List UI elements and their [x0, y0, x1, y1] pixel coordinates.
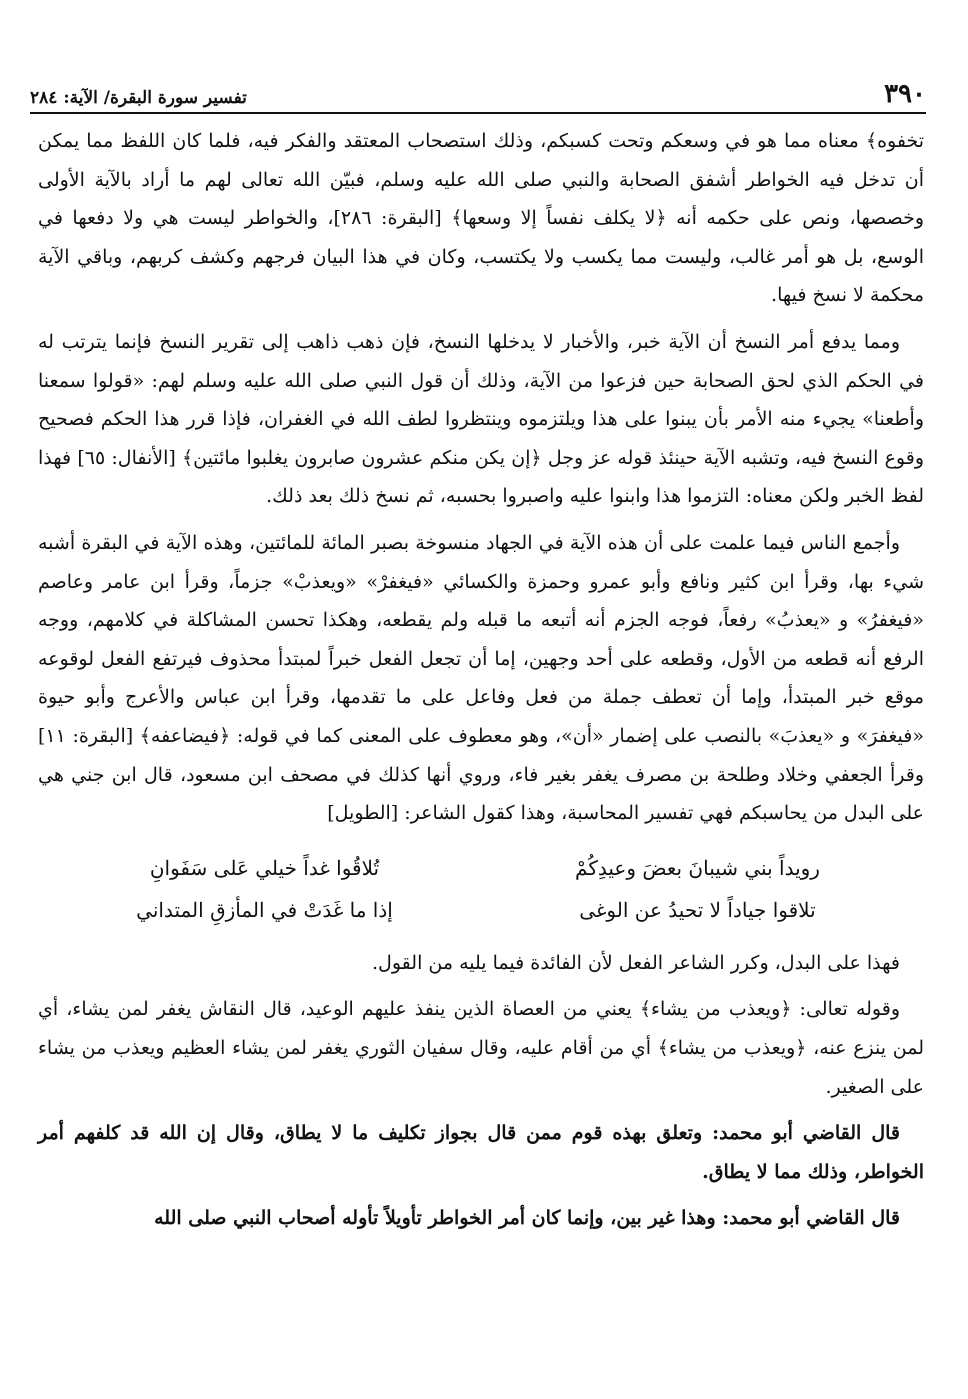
verse-line [78, 891, 884, 930]
running-title: تفسير سورة البقرة/ الآية: ٢٨٤ [30, 88, 247, 108]
paragraph: قال القاضي أبو محمد: وهذا غير بين، وإنما كان أمر الخواطر تأويلاً تأوله أصحاب النبي صلى الله [154, 1207, 900, 1230]
verse-hemistich: إذا ما غَدَتْ في المأزقِ المتداني [136, 898, 393, 923]
poetry-verse [38, 849, 924, 930]
paragraph: وأجمع الناس فيما علمت على أن هذه الآية في الجهاد منسوخة بصبر المائة للمائتين، وهذه الآية في البقرة أشبه شيء بها، وقرأ ابن كثير ونافع وأبو عمرو وحمزة والكسائي «فيغفرْ» «ويعذبْ» جزماً، وقرأ ابن عامر وعاصم «فيغفرُ» و «يعذبُ» رفعاً، فوجه الجزم أنه أتبعه ما قبله ولم يقطعه، وهكذا تحسن المشاكلة في كلامهم، ووجه الرفع أنه قطعه من الأول، وقطعه على أحد وجهين، إما أن تجعل الفعل خبراً لمبتدأ محذوف فيرتفع الفعل لوقوعه موقع خبر المبتدأ، وإما أن تعطف جملة من فعل وفاعل على ما تقدمها، وقرأ ابن عباس والأعرج وأبو حيوة «فيغفرَ» و «يعذبَ» بالنصب على إضمار «أن»، وهو معطوف على المعنى كما في قوله: ﴿فيضاعفه﴾ [البقرة: ١١] وقرأ الجعفي وخلاد وطلحة بن مصرف يغفر بغير فاء، وروي أنها كذلك في مصحف ابن مسعود، قال ابن جني هي على البدل من يحاسبكم فهي تفسير المحاسبة، وهذا كقول الشاعر: [الطويل] [38, 531, 924, 825]
page-header [30, 72, 926, 114]
paragraph: قال القاضي أبو محمد: وتعلق بهذه قوم ممن قال بجواز تكليف ما لا يطاق، وقال إن الله قد كلفهم أمر الخواطر، وذلك مما لا يطاق. [38, 1122, 924, 1183]
page-body [38, 122, 924, 1246]
page-number: ٣٩٠ [884, 79, 926, 109]
verse-line [78, 849, 884, 888]
paragraph: ومما يدفع أمر النسخ أن الآية خبر، والأخبار لا يدخلها النسخ، فإن ذهب ذاهب إلى تقرير النسخ فإنما يترتب له في الحكم الذي لحق الصحابة حين فزعوا من الآية، وذلك أن قول النبي صلى الله عليه وسلم لهم: «قولوا سمعنا وأطعنا» يجيء منه الأمر بأن يبنوا على هذا ويلتزموه وينتظروا لطف الله في الغفران، فإذا قرر هذا الحكم فصحيح وقوع النسخ فيه، وتشبه الآية حينئذ قوله عز وجل ﴿إن يكن منكم عشرون صابرون يغلبوا مائتين﴾ [الأنفال: ٦٥] فهذا لفظ الخبر ولكن معناه: التزموا هذا وابنوا عليه واصبروا بحسبه، ثم نسخ ذلك بعد ذلك. [38, 330, 924, 508]
verse-hemistich: تُلاقُوا غداً خيلي عَلى سَفَوانِ [149, 855, 380, 880]
paragraph: تخفوه﴾ معناه مما هو في وسعكم وتحت كسبكم، وذلك استصحاب المعتقد والفكر فيه، فلما كان اللفظ مما يمكن أن تدخل فيه الخواطر أشفق الصحابة والنبي صلى الله عليه وسلم، فبيّن الله تعالى لهم ما أراد بالآية الأولى وخصصها، ونص على حكمه أنه ﴿لا يكلف نفساً إلا وسعها﴾ [البقرة: ٢٨٦]، والخواطر ليست هي ولا دفعها في الوسع، بل هو أمر غالب، وليست مما يكسب ولا يكتسب، وكان في هذا البيان فرجهم وكشف كربهم، وباقي الآية محكمة لا نسخ فيها. [38, 130, 925, 307]
verse-hemistich: رويداً بني شيبانَ بعضَ وعيدِكُمْ [575, 855, 820, 880]
verse-hemistich: تلاقوا جياداً لا تحيدُ عن الوغى [579, 898, 816, 923]
paragraph: وقوله تعالى: ﴿ويعذب من يشاء﴾ يعني من العصاة الذين ينفذ عليهم الوعيد، قال النقاش يغفر لمن يشاء، أي لمن ينزع عنه، ﴿ويعذب من يشاء﴾ أي من أقام عليه، وقال سفيان الثوري يغفر لمن يشاء العظيم ويعذب من يشاء على الصغير. [38, 998, 924, 1098]
paragraph: فهذا على البدل، وكرر الشاعر الفعل لأن الفائدة فيما يليه من القول. [372, 951, 900, 974]
